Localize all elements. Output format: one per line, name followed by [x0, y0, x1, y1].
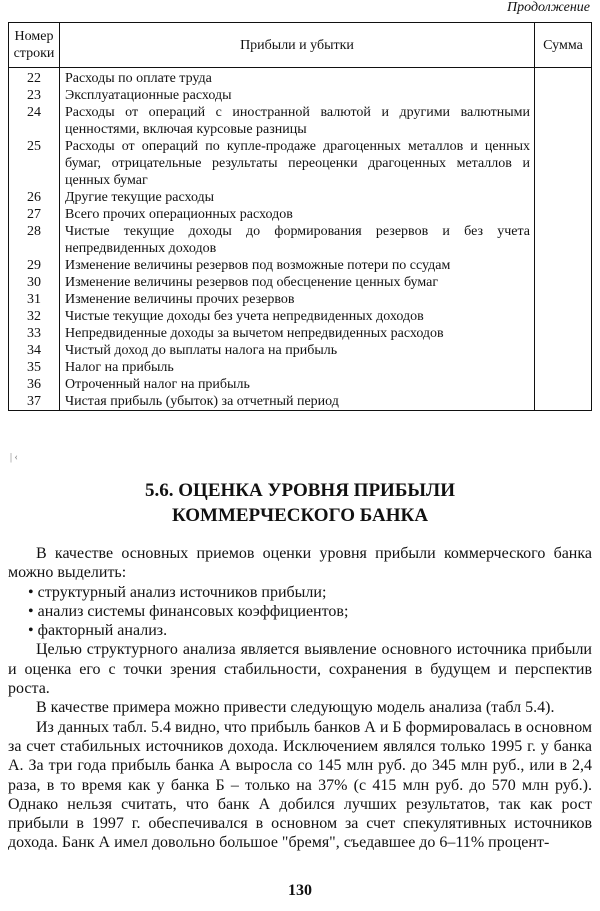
bullet-item: • факторный анализ. [28, 621, 592, 640]
row-number: 35 [9, 359, 60, 376]
table-row [9, 104, 592, 138]
row-sum [535, 68, 592, 88]
row-sum [535, 87, 592, 104]
table-row [9, 393, 592, 411]
row-sum [535, 206, 592, 223]
row-number: 33 [9, 325, 60, 342]
row-sum [535, 359, 592, 376]
bullet-list [8, 583, 592, 641]
row-number: 32 [9, 308, 60, 325]
row-number: 26 [9, 189, 60, 206]
row-number: 24 [9, 104, 60, 138]
paragraph: В качестве примера можно привести следующую модель анализа (табл 5.4). [36, 699, 555, 717]
body-text [8, 544, 592, 853]
bullet-item: • анализ системы финансовых коэффициентов; [28, 602, 592, 621]
row-number: 23 [9, 87, 60, 104]
row-number: 25 [9, 138, 60, 189]
row-sum [535, 104, 592, 138]
table-row [9, 308, 592, 325]
row-number: 27 [9, 206, 60, 223]
row-number: 30 [9, 274, 60, 291]
row-description: Расходы по оплате труда [60, 68, 535, 88]
section-heading-line-2: КОММЕРЧЕСКОГО БАНКА [171, 505, 429, 526]
table-row [9, 206, 592, 223]
continuation-label: Продолжение [507, 0, 590, 15]
section-heading-line-1: 5.6. ОЦЕНКА УРОВНЯ ПРИБЫЛИ [145, 480, 455, 501]
page-number: 130 [288, 882, 312, 899]
table-body [9, 68, 592, 411]
row-description: Изменение величины прочих резервов [60, 291, 535, 308]
row-sum [535, 274, 592, 291]
header-row-number: Номер строки [9, 23, 60, 68]
row-number: 22 [9, 68, 60, 88]
row-number: 31 [9, 291, 60, 308]
row-description: Всего прочих операционных расходов [60, 206, 535, 223]
row-sum [535, 189, 592, 206]
row-number: 29 [9, 257, 60, 274]
table-row [9, 138, 592, 189]
row-sum [535, 342, 592, 359]
table-row [9, 257, 592, 274]
paragraph: В качестве основных приемов оценки уровня прибыли коммерческого банка можно выделить: [8, 545, 592, 582]
row-description: Изменение величины резервов под обесценение ценных бумаг [60, 274, 535, 291]
header-profit-loss: Прибыли и убытки [60, 23, 535, 68]
row-description: Налог на прибыль [60, 359, 535, 376]
bullet-item: • структурный анализ источников прибыли; [28, 583, 592, 602]
paragraph: Целью структурного анализа является выявление основного источника прибыли и оценка его с точки зрения стабильности, сохранения в будущем и перспектив роста. [8, 641, 592, 698]
table-row [9, 274, 592, 291]
row-sum [535, 291, 592, 308]
row-description: Расходы от операций с иностранной валютой и другими валютными ценностями, включая курсовые разницы [60, 104, 535, 138]
row-sum [535, 138, 592, 189]
row-sum [535, 393, 592, 411]
row-description: Чистая прибыль (убыток) за отчетный период [60, 393, 535, 411]
table-row [9, 87, 592, 104]
row-sum [535, 257, 592, 274]
row-number: 36 [9, 376, 60, 393]
header-sum: Сумма [535, 23, 592, 68]
table-row [9, 376, 592, 393]
row-number: 28 [9, 223, 60, 257]
row-description: Изменение величины резервов под возможные потери по ссудам [60, 257, 535, 274]
row-description: Расходы от операций по купле-продаже драгоценных металлов и ценных бумаг, отрицательные результаты переоценки драгоценных металлов и ценных бумаг [60, 138, 535, 189]
table-row [9, 359, 592, 376]
table-row [9, 342, 592, 359]
table-row [9, 189, 592, 206]
table-row [9, 291, 592, 308]
row-description: Непредвиденные доходы за вычетом непредвиденных расходов [60, 325, 535, 342]
row-description: Эксплуатационные расходы [60, 87, 535, 104]
table-row [9, 68, 592, 88]
profit-loss-table [8, 22, 592, 411]
row-sum [535, 325, 592, 342]
row-description: Отроченный налог на прибыль [60, 376, 535, 393]
row-sum [535, 223, 592, 257]
table-row [9, 223, 592, 257]
paragraph: Из данных табл. 5.4 видно, что прибыль банков А и Б формировалась в основном за счет стабильных источников дохода. Исключением являлся только 1995 г. у банка А. За три года прибыль банка А выросла со 145 млн руб. до 345 млн руб., или в 2,4 раза, в то время как у банка Б – только на 37% (с 415 млн руб. до 570 млн руб.). Однако нельзя считать, что банк А добился лучших результатов, так как рост прибыли в 1997 г. обеспечивался в основном за счет спекулятивных источников дохода. Банк А имел довольно большое "бремя", съедавшее до 6–11% процент- [8, 718, 593, 852]
table-row [9, 325, 592, 342]
row-description: Чистые текущие доходы без учета непредвиденных доходов [60, 308, 535, 325]
row-sum [535, 376, 592, 393]
row-number: 34 [9, 342, 60, 359]
section-heading [0, 478, 600, 528]
table-header-row [9, 23, 592, 68]
row-description: Чистые текущие доходы до формирования резервов и без учета непредвиденных доходов [60, 223, 535, 257]
scan-marks: | ‹ [10, 452, 18, 463]
row-description: Другие текущие расходы [60, 189, 535, 206]
row-sum [535, 308, 592, 325]
row-description: Чистый доход до выплаты налога на прибыль [60, 342, 535, 359]
row-number: 37 [9, 393, 60, 411]
